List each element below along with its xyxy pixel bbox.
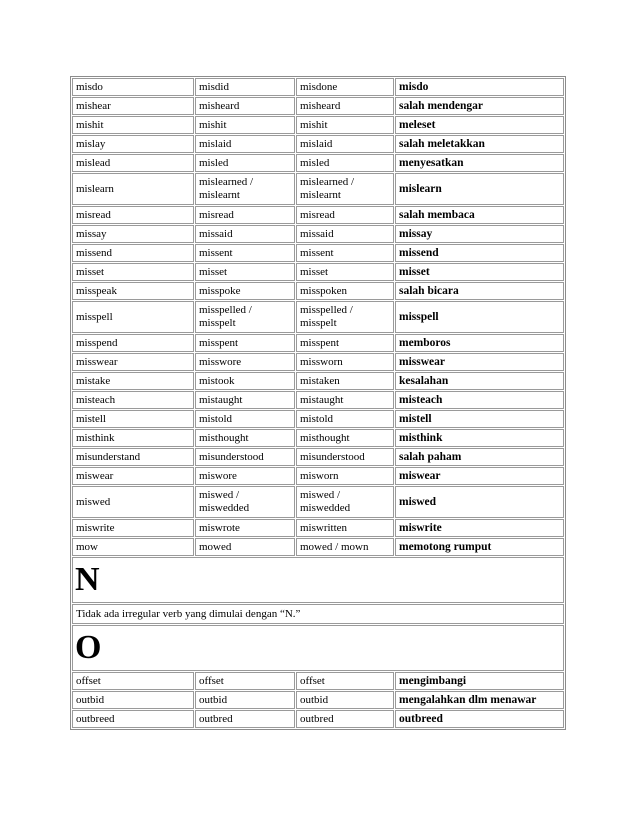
past-simple-cell: mistook — [195, 372, 295, 390]
past-simple-cell: misspelled / misspelt — [195, 301, 295, 333]
n-section-note: Tidak ada irregular verb yang dimulai dengan “N.” — [72, 604, 564, 624]
meaning-cell: misswear — [395, 353, 564, 371]
past-participle-cell: misdone — [296, 78, 394, 96]
meaning-cell: salah bicara — [395, 282, 564, 300]
m-verbs-section — [72, 78, 564, 556]
table-row — [72, 448, 564, 466]
table-row — [72, 538, 564, 556]
n-section — [72, 557, 564, 624]
past-simple-cell: miswrote — [195, 519, 295, 537]
meaning-cell: miswear — [395, 467, 564, 485]
past-participle-cell: misled — [296, 154, 394, 172]
past-participle-cell: misset — [296, 263, 394, 281]
meaning-cell: misthink — [395, 429, 564, 447]
meaning-cell: salah membaca — [395, 206, 564, 224]
meaning-cell: outbreed — [395, 710, 564, 728]
table-row — [72, 334, 564, 352]
past-simple-cell: missent — [195, 244, 295, 262]
table-row — [72, 206, 564, 224]
section-letter-o: O — [72, 625, 564, 671]
past-participle-cell: misheard — [296, 97, 394, 115]
past-simple-cell: missaid — [195, 225, 295, 243]
meaning-cell: misset — [395, 263, 564, 281]
base-form-cell: missend — [72, 244, 194, 262]
past-participle-cell: outbid — [296, 691, 394, 709]
base-form-cell: misspell — [72, 301, 194, 333]
past-participle-cell: mislaid — [296, 135, 394, 153]
past-simple-cell: outbid — [195, 691, 295, 709]
base-form-cell: misread — [72, 206, 194, 224]
meaning-cell: mistell — [395, 410, 564, 428]
meaning-cell: miswed — [395, 486, 564, 518]
past-participle-cell: misspent — [296, 334, 394, 352]
past-simple-cell: outbred — [195, 710, 295, 728]
past-participle-cell: missworn — [296, 353, 394, 371]
table-row — [72, 244, 564, 262]
base-form-cell: misunderstand — [72, 448, 194, 466]
table-row — [72, 710, 564, 728]
past-simple-cell: misread — [195, 206, 295, 224]
past-participle-cell: mowed / mown — [296, 538, 394, 556]
base-form-cell: mistell — [72, 410, 194, 428]
past-simple-cell: mowed — [195, 538, 295, 556]
base-form-cell: mislead — [72, 154, 194, 172]
table-row — [72, 691, 564, 709]
meaning-cell: mengalahkan dlm menawar — [395, 691, 564, 709]
base-form-cell: outbreed — [72, 710, 194, 728]
past-participle-cell: missaid — [296, 225, 394, 243]
table-row — [72, 225, 564, 243]
base-form-cell: misset — [72, 263, 194, 281]
table-row — [72, 135, 564, 153]
table-row — [72, 429, 564, 447]
past-participle-cell: outbred — [296, 710, 394, 728]
meaning-cell: menyesatkan — [395, 154, 564, 172]
meaning-cell: mislearn — [395, 173, 564, 205]
meaning-cell: salah mendengar — [395, 97, 564, 115]
past-participle-cell: mistold — [296, 410, 394, 428]
base-form-cell: mow — [72, 538, 194, 556]
past-simple-cell: mistold — [195, 410, 295, 428]
past-simple-cell: offset — [195, 672, 295, 690]
base-form-cell: mislay — [72, 135, 194, 153]
base-form-cell: mishit — [72, 116, 194, 134]
past-participle-cell: mishit — [296, 116, 394, 134]
base-form-cell: outbid — [72, 691, 194, 709]
irregular-verb-table — [71, 77, 565, 729]
past-simple-cell: misspent — [195, 334, 295, 352]
base-form-cell: misswear — [72, 353, 194, 371]
table-row — [72, 467, 564, 485]
section-heading-row — [72, 625, 564, 671]
table-row — [72, 282, 564, 300]
past-participle-cell: misspoken — [296, 282, 394, 300]
past-simple-cell: misled — [195, 154, 295, 172]
meaning-cell: missend — [395, 244, 564, 262]
base-form-cell: misteach — [72, 391, 194, 409]
past-simple-cell: mislearned / mislearnt — [195, 173, 295, 205]
verb-table-container — [70, 76, 566, 730]
meaning-cell: salah meletakkan — [395, 135, 564, 153]
table-row — [72, 486, 564, 518]
past-simple-cell: misdid — [195, 78, 295, 96]
table-row — [72, 519, 564, 537]
past-participle-cell: misworn — [296, 467, 394, 485]
section-note-row — [72, 604, 564, 624]
base-form-cell: missay — [72, 225, 194, 243]
section-letter-n: N — [72, 557, 564, 603]
meaning-cell: misdo — [395, 78, 564, 96]
past-participle-cell: offset — [296, 672, 394, 690]
meaning-cell: misspell — [395, 301, 564, 333]
table-row — [72, 410, 564, 428]
table-row — [72, 154, 564, 172]
past-participle-cell: mistaken — [296, 372, 394, 390]
past-participle-cell: misread — [296, 206, 394, 224]
base-form-cell: offset — [72, 672, 194, 690]
section-heading-row — [72, 557, 564, 603]
table-row — [72, 301, 564, 333]
past-participle-cell: miswed / miswedded — [296, 486, 394, 518]
past-simple-cell: mishit — [195, 116, 295, 134]
meaning-cell: missay — [395, 225, 564, 243]
meaning-cell: salah paham — [395, 448, 564, 466]
past-participle-cell: misunderstood — [296, 448, 394, 466]
table-row — [72, 263, 564, 281]
past-simple-cell: miswore — [195, 467, 295, 485]
base-form-cell: misspend — [72, 334, 194, 352]
table-row — [72, 116, 564, 134]
base-form-cell: mislearn — [72, 173, 194, 205]
past-participle-cell: misspelled / misspelt — [296, 301, 394, 333]
base-form-cell: misdo — [72, 78, 194, 96]
table-row — [72, 78, 564, 96]
meaning-cell: mengimbangi — [395, 672, 564, 690]
base-form-cell: miswear — [72, 467, 194, 485]
table-row — [72, 372, 564, 390]
meaning-cell: miswrite — [395, 519, 564, 537]
table-row — [72, 391, 564, 409]
base-form-cell: misthink — [72, 429, 194, 447]
base-form-cell: miswrite — [72, 519, 194, 537]
base-form-cell: misspeak — [72, 282, 194, 300]
past-simple-cell: mislaid — [195, 135, 295, 153]
meaning-cell: misteach — [395, 391, 564, 409]
table-row — [72, 173, 564, 205]
base-form-cell: mishear — [72, 97, 194, 115]
meaning-cell: memboros — [395, 334, 564, 352]
past-simple-cell: miswed / miswedded — [195, 486, 295, 518]
base-form-cell: miswed — [72, 486, 194, 518]
base-form-cell: mistake — [72, 372, 194, 390]
meaning-cell: meleset — [395, 116, 564, 134]
past-simple-cell: misswore — [195, 353, 295, 371]
past-participle-cell: misthought — [296, 429, 394, 447]
past-simple-cell: mistaught — [195, 391, 295, 409]
past-participle-cell: miswritten — [296, 519, 394, 537]
past-simple-cell: misheard — [195, 97, 295, 115]
table-row — [72, 97, 564, 115]
meaning-cell: memotong rumput — [395, 538, 564, 556]
past-simple-cell: misunderstood — [195, 448, 295, 466]
past-participle-cell: missent — [296, 244, 394, 262]
past-simple-cell: misset — [195, 263, 295, 281]
past-participle-cell: mislearned / mislearnt — [296, 173, 394, 205]
table-row — [72, 672, 564, 690]
meaning-cell: kesalahan — [395, 372, 564, 390]
past-simple-cell: misspoke — [195, 282, 295, 300]
o-section-heading — [72, 625, 564, 671]
past-participle-cell: mistaught — [296, 391, 394, 409]
table-row — [72, 353, 564, 371]
past-simple-cell: misthought — [195, 429, 295, 447]
o-verbs-section — [72, 672, 564, 728]
